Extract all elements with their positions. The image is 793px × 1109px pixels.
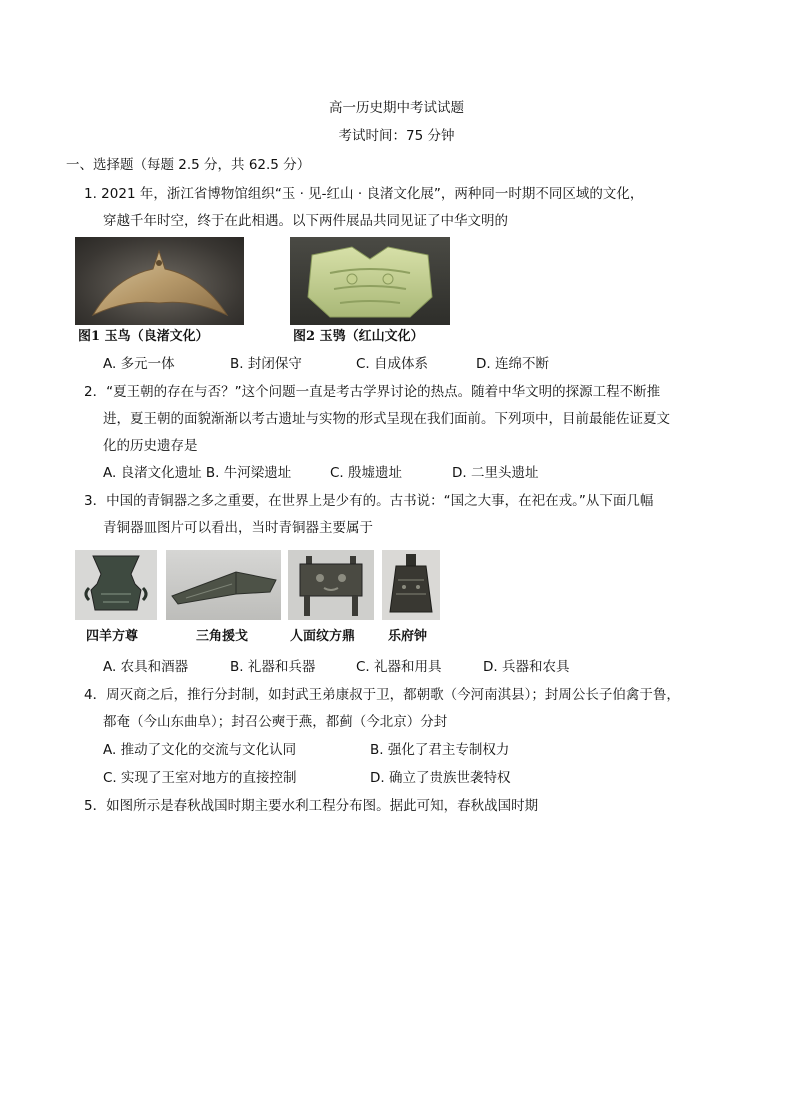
zun-vessel-icon <box>75 550 157 620</box>
q3-option-c[interactable]: C. 礼器和用具 <box>356 659 442 675</box>
ding-cauldron-icon <box>288 550 374 620</box>
q2-option-d[interactable]: D. 二里头遗址 <box>452 465 539 481</box>
q4-option-b[interactable]: B. 强化了君主专制权力 <box>370 742 510 758</box>
q1-option-d[interactable]: D. 连绵不断 <box>476 356 549 372</box>
jade-bird-icon <box>75 237 244 325</box>
bronze-bell-icon <box>382 550 440 620</box>
figure-2-caption: 图2 玉鸮（红山文化） <box>293 329 424 344</box>
question-2-line-3: 化的历史遗存是 <box>103 438 198 454</box>
q3-option-b[interactable]: B. 礼器和兵器 <box>230 659 316 675</box>
jade-owl-icon <box>290 237 450 325</box>
bell-caption: 乐府钟 <box>388 629 428 644</box>
bell-photo <box>382 550 440 620</box>
q3-option-d[interactable]: D. 兵器和农具 <box>483 659 570 675</box>
question-2-line-1: 2．“夏王朝的存在与否？”这个问题一直是考古学界讨论的热点。随着中华文明的探源工程不断推 <box>84 384 661 400</box>
dagger-axe-icon <box>166 550 281 620</box>
triangular-ge-photo <box>166 550 281 620</box>
jade-owl-photo <box>290 237 450 325</box>
human-face-ding-photo <box>288 550 374 620</box>
q2-option-ab[interactable]: A. 良渚文化遗址 B. 牛河梁遗址 <box>103 465 292 481</box>
question-2-line-2: 进，夏王朝的面貌渐渐以考古遗址与实物的形式呈现在我们面前。下列项中，目前最能佐证夏文 <box>103 411 670 427</box>
question-3-line-1: 3．中国的青铜器之多之重要，在世界上是少有的。古书说：“国之大事，在祀在戎。”从下面几幅 <box>84 493 654 509</box>
question-4-line-2: 都奄（今山东曲阜）；封召公奭于燕，都蓟（今北京）分封 <box>103 714 448 730</box>
jade-bird-photo <box>75 237 244 325</box>
question-5-line-1: 5．如图所示是春秋战国时期主要水利工程分布图。据此可知，春秋战国时期 <box>84 798 539 814</box>
ge-caption: 三角援戈 <box>196 629 249 644</box>
question-1-line-2: 穿越千年时空，终于在此相遇。以下两件展品共同见证了中华文明的 <box>103 213 508 229</box>
q1-option-b[interactable]: B. 封闭保守 <box>230 356 302 372</box>
question-1-line-1: 1. 2021 年，浙江省博物馆组织“玉 · 见-红山 · 良渚文化展”，两种同一时期不同区域的文化， <box>84 186 644 202</box>
q4-option-c[interactable]: C. 实现了王室对地方的直接控制 <box>103 770 297 786</box>
q1-option-c[interactable]: C. 自成体系 <box>356 356 429 372</box>
q4-option-d[interactable]: D. 确立了贵族世袭特权 <box>370 770 511 786</box>
exam-time: 考试时间：75 分钟 <box>338 128 455 144</box>
section-heading: 一、选择题（每题 2.5 分，共 62.5 分） <box>66 157 311 173</box>
q4-option-a[interactable]: A. 推动了文化的交流与文化认同 <box>103 742 297 758</box>
zun-caption: 四羊方尊 <box>86 629 139 644</box>
q3-option-a[interactable]: A. 农具和酒器 <box>103 659 189 675</box>
ding-caption: 人面纹方鼎 <box>290 629 356 644</box>
question-3-line-2: 青铜器皿图片可以看出，当时青铜器主要属于 <box>103 520 373 536</box>
four-ram-zun-photo <box>75 550 157 620</box>
figure-1-caption: 图1 玉鸟（良渚文化） <box>78 329 209 344</box>
q1-option-a[interactable]: A. 多元一体 <box>103 356 175 372</box>
q2-option-c[interactable]: C. 殷墟遗址 <box>330 465 403 481</box>
question-4-line-1: 4．周灭商之后，推行分封制，如封武王弟康叔于卫，都朝歌（今河南淇县）；封周公长子伯禽于鲁， <box>84 687 680 703</box>
page-title: 高一历史期中考试试题 <box>329 100 464 116</box>
